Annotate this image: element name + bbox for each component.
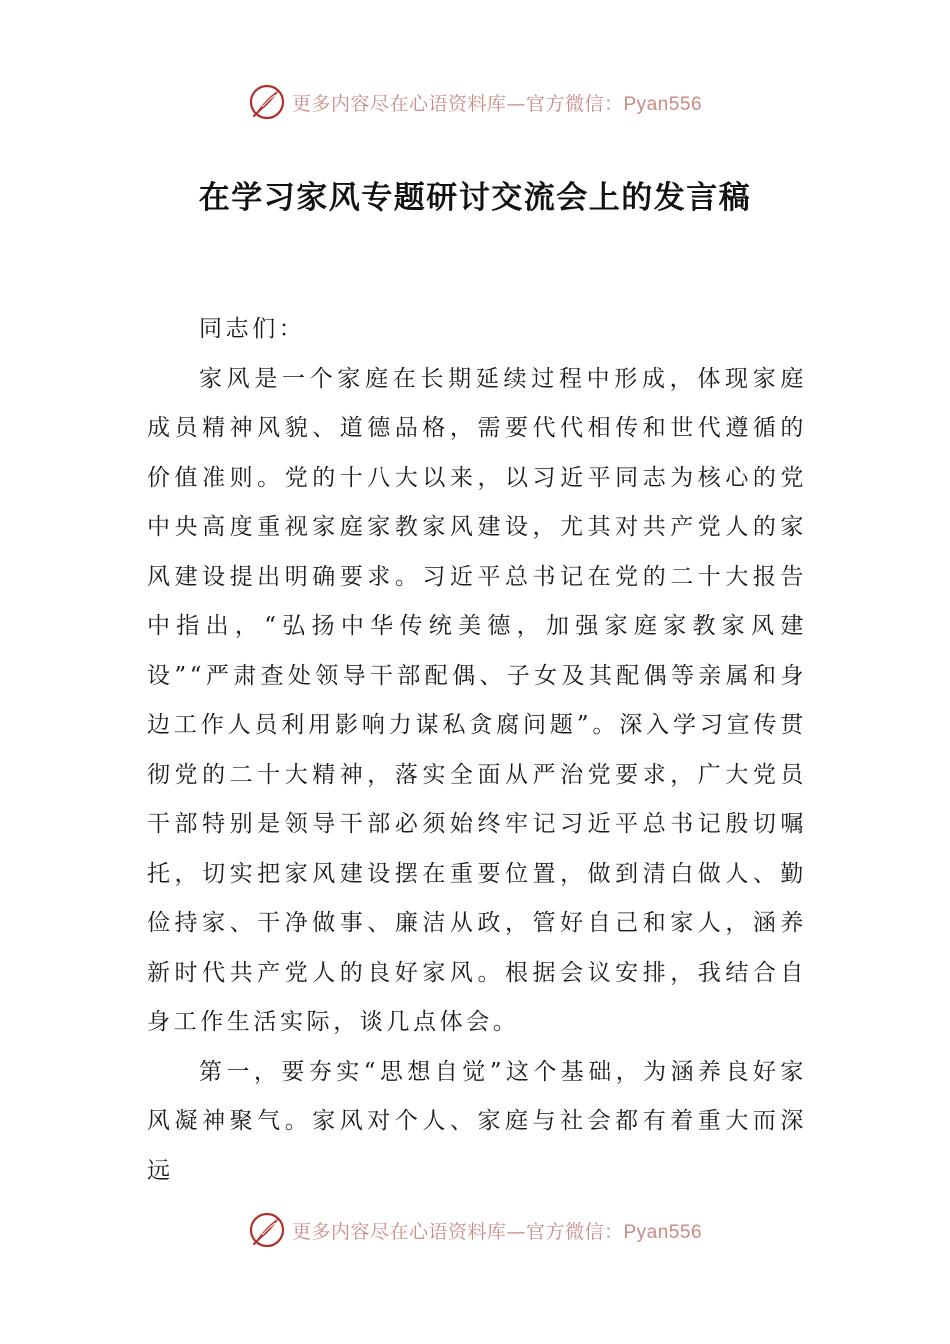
header-banner-text (292, 89, 702, 116)
banner-main-text: 更多内容尽在心语资料库 (291, 92, 507, 115)
document-title: 在学习家风专题研讨交流会上的发言稿 (198, 180, 752, 216)
document-body (147, 305, 807, 1196)
footer-banner (0, 1210, 950, 1250)
header-banner (0, 82, 950, 122)
body-paragraph: 家风是一个家庭在长期延续过程中形成，体现家庭成员精神风貌、道德品格，需要代代相传和世代遵循的价值准则。党的十八大以来，以习近平同志为核心的党中央高度重视家庭家教家风建设，尤其对共产党人的家风建设提出明确要求。习近平总书记在党的二十大报告中指出，“弘扬中华传统美德，加强家庭家教家风建设”“严肃查处领导干部配偶、子女及其配偶等亲属和身边工作人员利用影响力谋私贪腐问题”。深入学习宣传贯彻党的二十大精神，落实全面从严治党要求，广大党员干部特别是领导干部必须始终牢记习近平总书记殷切嘱托，切实把家风建设摆在重要位置，做到清白做人、勤俭持家、干净做事、廉洁从政，管好自己和家人，涵养新时代共产党人的良好家风。根据会议安排，我结合自身工作生活实际，谈几点体会。 (147, 365, 807, 1035)
banner-wechat-id: Pyan556 (623, 1221, 703, 1243)
salutation: 同志们： (199, 316, 306, 342)
banner-wechat-id: Pyan556 (623, 93, 703, 115)
quill-logo-icon (248, 1211, 286, 1249)
footer-banner-text (292, 1217, 702, 1244)
quill-logo-icon (248, 83, 286, 121)
body-paragraph: 第一，要夯实“思想自觉”这个基础，为涵养良好家风凝神聚气。家风对个人、家庭与社会都有着重大而深远 (147, 1058, 807, 1184)
banner-suffix-text: 官方微信： (525, 92, 624, 115)
banner-main-text: 更多内容尽在心语资料库 (291, 1220, 507, 1243)
banner-separator: — (506, 1220, 526, 1243)
banner-separator: — (506, 92, 526, 115)
banner-suffix-text: 官方微信： (525, 1220, 624, 1243)
